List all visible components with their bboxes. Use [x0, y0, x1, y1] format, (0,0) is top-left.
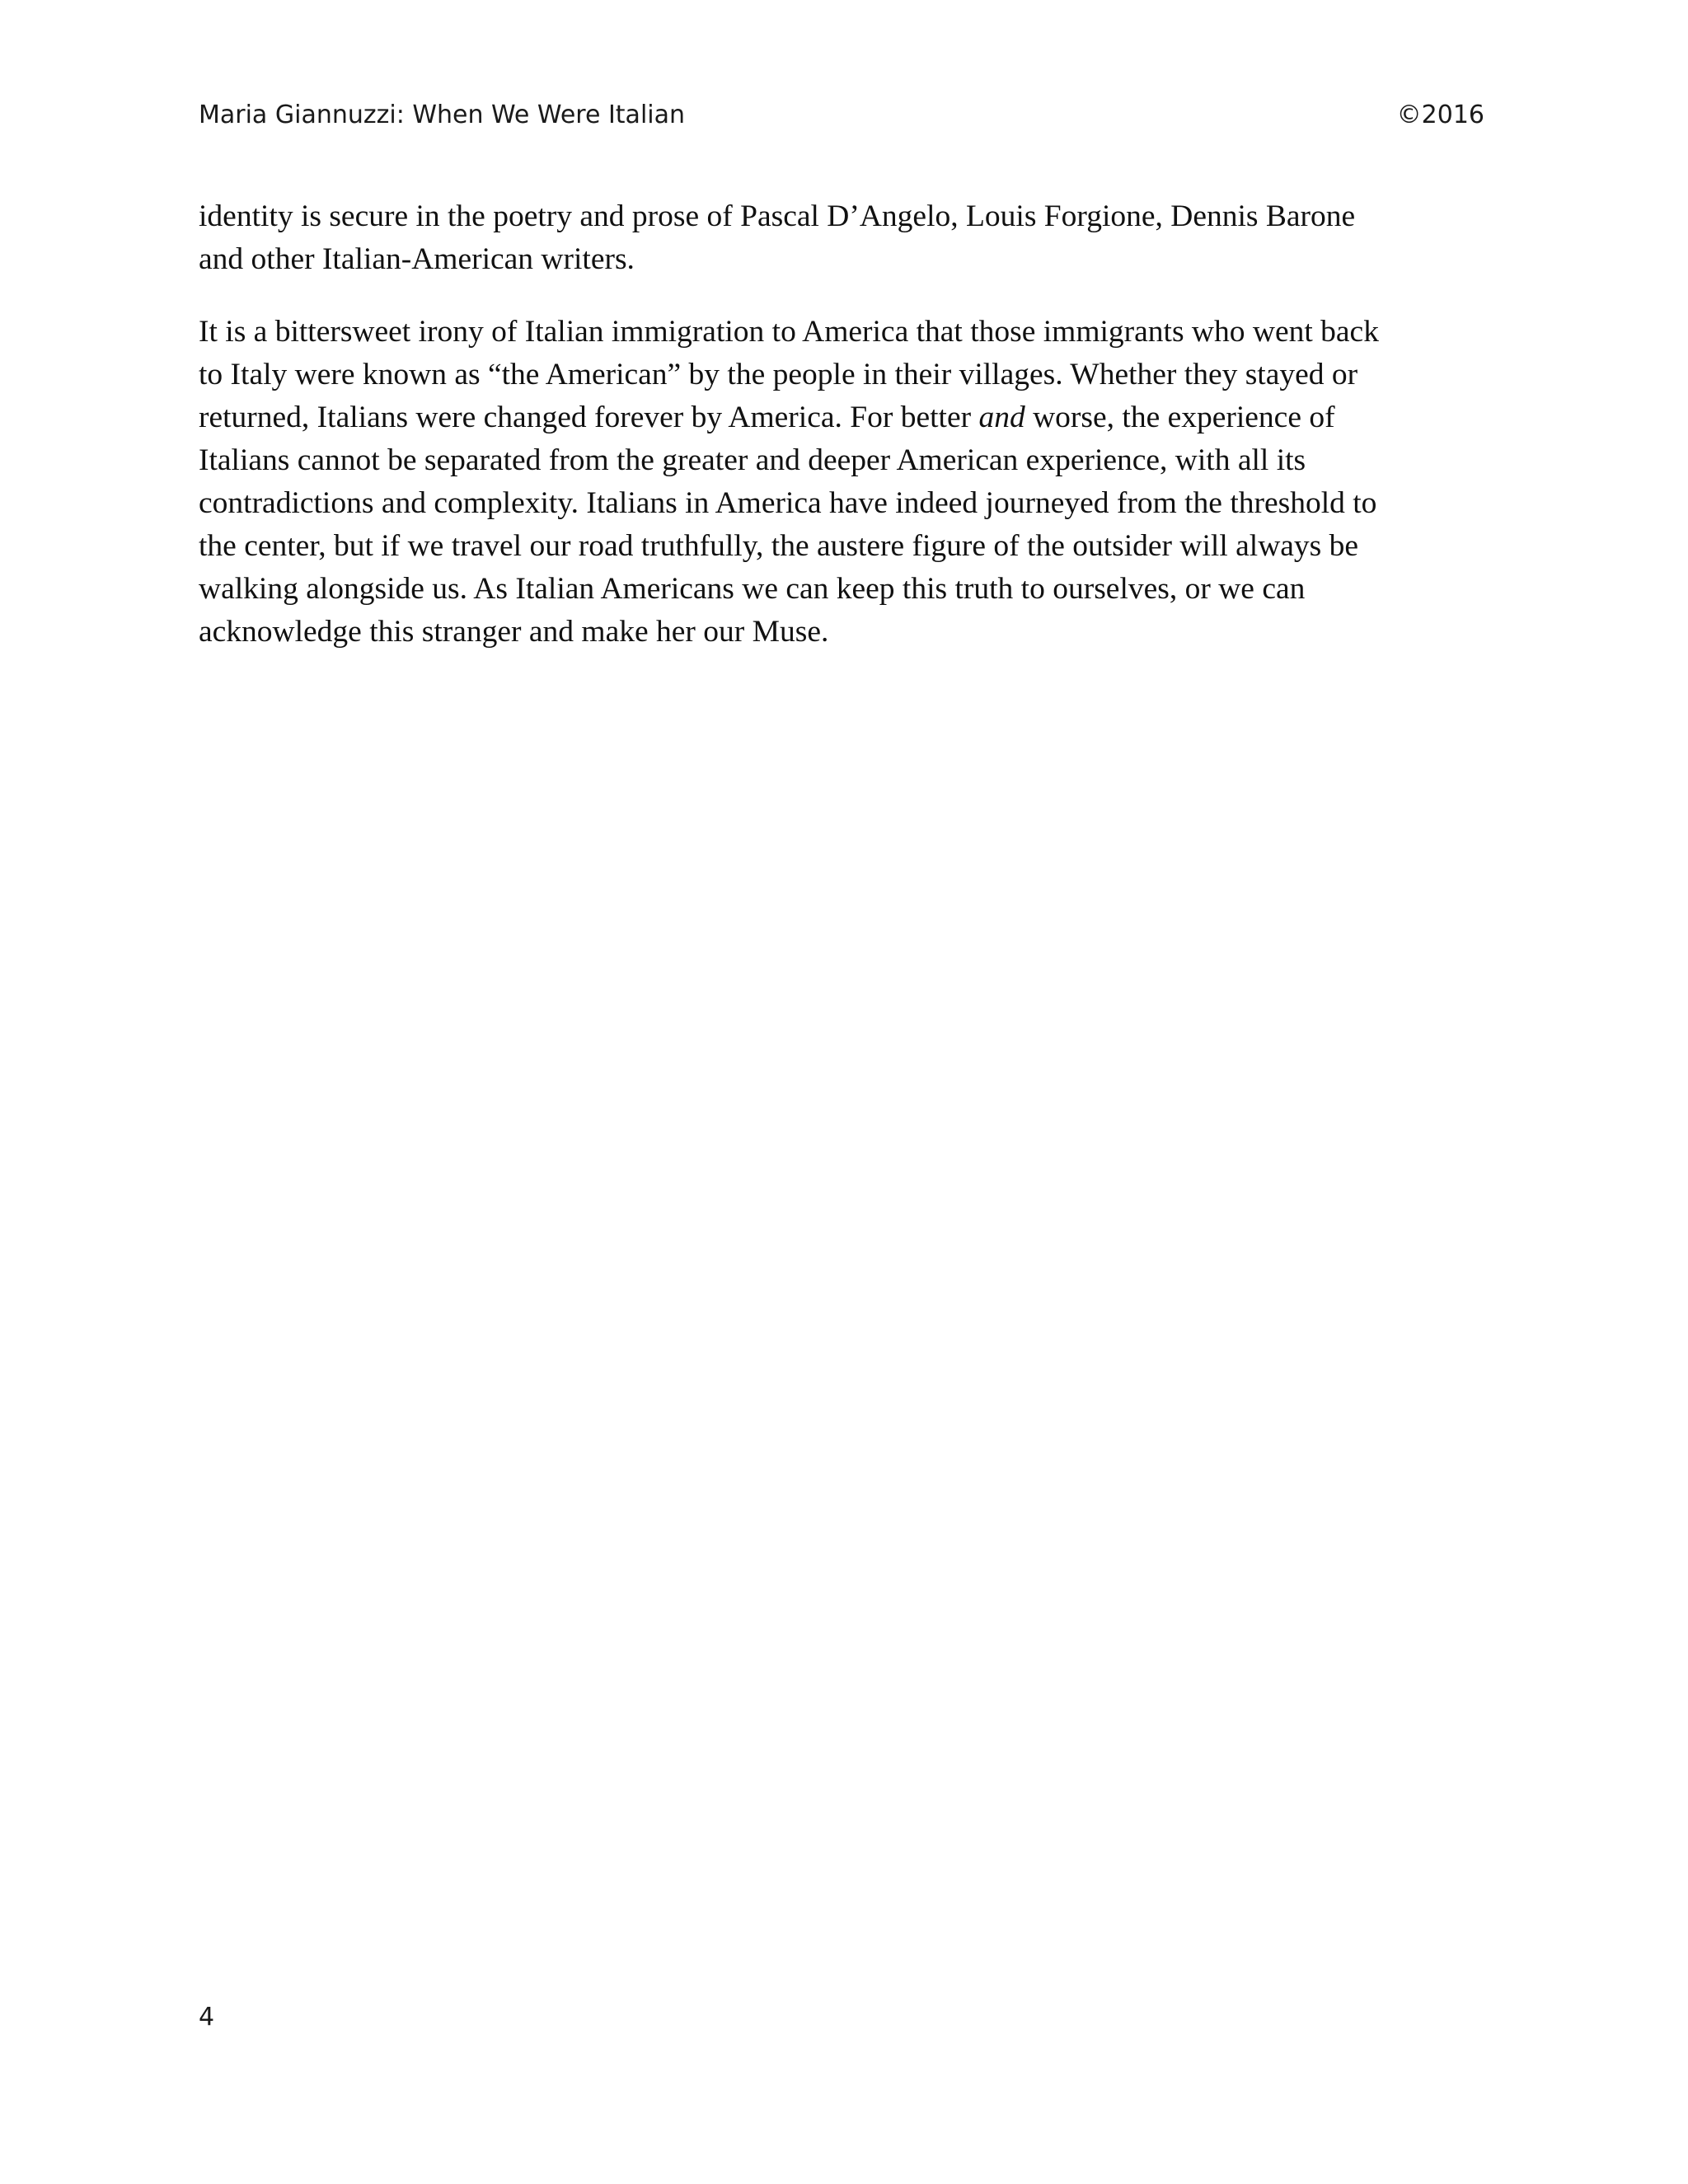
paragraph-line-with-emphasis — [199, 396, 1451, 439]
page-number: 4 — [199, 2003, 215, 2032]
page-header — [199, 96, 1484, 135]
paragraph-line: to Italy were known as “the American” by the people in their villages. Whether they stayed or — [199, 358, 1358, 391]
header-copyright: ©2016 — [1396, 101, 1484, 129]
paragraph-line: and other Italian-American writers. — [199, 242, 635, 276]
paragraph-line: Italians cannot be separated from the greater and deeper American experience, with all its — [199, 443, 1306, 477]
paragraph-line: contradictions and complexity. Italians in America have indeed journeyed from the threshold to — [199, 486, 1377, 520]
paragraph-line: the center, but if we travel our road truthfully, the austere figure of the outsider will always be — [199, 529, 1359, 563]
line-text-after: worse, the experience of — [1025, 401, 1335, 434]
paragraph-line: acknowledge this stranger and make her our Muse. — [199, 615, 829, 649]
paragraph-line: identity is secure in the poetry and prose of Pascal D’Angelo, Louis Forgione, Dennis Barone — [199, 199, 1356, 233]
paragraph-1 — [199, 195, 1451, 281]
paragraph-line: It is a bittersweet irony of Italian immigration to America that those immigrants who went back — [199, 315, 1379, 349]
paragraph-line: walking alongside us. As Italian Americans we can keep this truth to ourselves, or we can — [199, 572, 1306, 606]
line-text-before: returned, Italians were changed forever by America. For better — [199, 401, 979, 434]
header-title: Maria Giannuzzi: When We Were Italian — [199, 101, 686, 129]
emphasized-word: and — [978, 401, 1025, 434]
paragraph-2 — [199, 311, 1451, 654]
